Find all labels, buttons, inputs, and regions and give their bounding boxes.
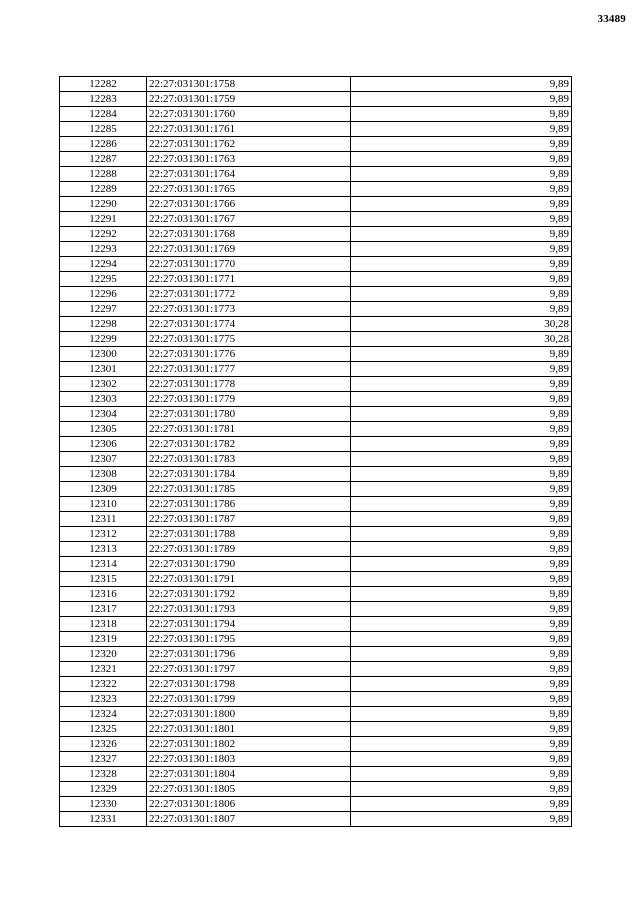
- cadastral-number-cell: 22:27:031301:1777: [147, 362, 351, 377]
- cadastral-number-cell: 22:27:031301:1797: [147, 662, 351, 677]
- table-row: [60, 737, 572, 752]
- row-number-cell: 12315: [60, 572, 147, 587]
- value-cell: 9,89: [351, 302, 572, 317]
- cadastral-number-cell: 22:27:031301:1805: [147, 782, 351, 797]
- cadastral-number-cell: 22:27:031301:1774: [147, 317, 351, 332]
- cadastral-number-cell: 22:27:031301:1770: [147, 257, 351, 272]
- cadastral-number-cell: 22:27:031301:1798: [147, 677, 351, 692]
- cadastral-number-cell: 22:27:031301:1759: [147, 92, 351, 107]
- table-row: [60, 602, 572, 617]
- table-row: [60, 347, 572, 362]
- value-cell: 9,89: [351, 497, 572, 512]
- value-cell: 9,89: [351, 572, 572, 587]
- cadastral-number-cell: 22:27:031301:1768: [147, 227, 351, 242]
- value-cell: 9,89: [351, 257, 572, 272]
- cadastral-number-cell: 22:27:031301:1793: [147, 602, 351, 617]
- cadastral-number-cell: 22:27:031301:1792: [147, 587, 351, 602]
- cadastral-number-cell: 22:27:031301:1800: [147, 707, 351, 722]
- table-row: [60, 572, 572, 587]
- value-cell: 9,89: [351, 527, 572, 542]
- row-number-cell: 12302: [60, 377, 147, 392]
- table-row: [60, 692, 572, 707]
- table-row: [60, 152, 572, 167]
- row-number-cell: 12294: [60, 257, 147, 272]
- value-cell: 9,89: [351, 767, 572, 782]
- cadastral-number-cell: 22:27:031301:1779: [147, 392, 351, 407]
- cadastral-number-cell: 22:27:031301:1785: [147, 482, 351, 497]
- value-cell: 9,89: [351, 227, 572, 242]
- cadastral-number-cell: 22:27:031301:1781: [147, 422, 351, 437]
- value-cell: 9,89: [351, 287, 572, 302]
- row-number-cell: 12322: [60, 677, 147, 692]
- table-row: [60, 482, 572, 497]
- table-row: [60, 257, 572, 272]
- cadastral-number-cell: 22:27:031301:1796: [147, 647, 351, 662]
- row-number-cell: 12299: [60, 332, 147, 347]
- value-cell: 9,89: [351, 362, 572, 377]
- cadastral-number-cell: 22:27:031301:1794: [147, 617, 351, 632]
- row-number-cell: 12319: [60, 632, 147, 647]
- cadastral-number-cell: 22:27:031301:1772: [147, 287, 351, 302]
- row-number-cell: 12297: [60, 302, 147, 317]
- row-number-cell: 12313: [60, 542, 147, 557]
- table-row: [60, 752, 572, 767]
- row-number-cell: 12321: [60, 662, 147, 677]
- row-number-cell: 12290: [60, 197, 147, 212]
- cadastral-number-cell: 22:27:031301:1778: [147, 377, 351, 392]
- value-cell: 9,89: [351, 182, 572, 197]
- value-cell: 9,89: [351, 92, 572, 107]
- table-row: [60, 167, 572, 182]
- cadastral-number-cell: 22:27:031301:1762: [147, 137, 351, 152]
- table-row: [60, 77, 572, 92]
- table-row: [60, 422, 572, 437]
- cadastral-number-cell: 22:27:031301:1782: [147, 437, 351, 452]
- value-cell: 30,28: [351, 317, 572, 332]
- row-number-cell: 12314: [60, 557, 147, 572]
- table-row: [60, 182, 572, 197]
- cadastral-number-cell: 22:27:031301:1776: [147, 347, 351, 362]
- row-number-cell: 12304: [60, 407, 147, 422]
- cadastral-number-cell: 22:27:031301:1790: [147, 557, 351, 572]
- row-number-cell: 12289: [60, 182, 147, 197]
- table-row: [60, 557, 572, 572]
- value-cell: 9,89: [351, 347, 572, 362]
- row-number-cell: 12309: [60, 482, 147, 497]
- table-row: [60, 677, 572, 692]
- row-number-cell: 12284: [60, 107, 147, 122]
- cadastral-number-cell: 22:27:031301:1783: [147, 452, 351, 467]
- row-number-cell: 12324: [60, 707, 147, 722]
- table-row: [60, 662, 572, 677]
- row-number-cell: 12306: [60, 437, 147, 452]
- cadastral-number-cell: 22:27:031301:1769: [147, 242, 351, 257]
- value-cell: 9,89: [351, 722, 572, 737]
- cadastral-number-cell: 22:27:031301:1788: [147, 527, 351, 542]
- table-row: [60, 107, 572, 122]
- row-number-cell: 12311: [60, 512, 147, 527]
- cadastral-number-cell: 22:27:031301:1784: [147, 467, 351, 482]
- value-cell: 9,89: [351, 242, 572, 257]
- table-row: [60, 587, 572, 602]
- cadastral-number-cell: 22:27:031301:1806: [147, 797, 351, 812]
- table-row: [60, 317, 572, 332]
- table-row: [60, 197, 572, 212]
- table-row: [60, 392, 572, 407]
- value-cell: 9,89: [351, 122, 572, 137]
- value-cell: 30,28: [351, 332, 572, 347]
- cadastral-number-cell: 22:27:031301:1801: [147, 722, 351, 737]
- row-number-cell: 12303: [60, 392, 147, 407]
- cadastral-number-cell: 22:27:031301:1775: [147, 332, 351, 347]
- row-number-cell: 12298: [60, 317, 147, 332]
- row-number-cell: 12286: [60, 137, 147, 152]
- table-row: [60, 782, 572, 797]
- table-row: [60, 632, 572, 647]
- value-cell: 9,89: [351, 557, 572, 572]
- cadastral-number-cell: 22:27:031301:1789: [147, 542, 351, 557]
- table-row: [60, 407, 572, 422]
- value-cell: 9,89: [351, 512, 572, 527]
- table-row: [60, 467, 572, 482]
- table-row: [60, 272, 572, 287]
- row-number-cell: 12305: [60, 422, 147, 437]
- value-cell: 9,89: [351, 812, 572, 827]
- value-cell: 9,89: [351, 272, 572, 287]
- value-cell: 9,89: [351, 437, 572, 452]
- row-number-cell: 12325: [60, 722, 147, 737]
- value-cell: 9,89: [351, 662, 572, 677]
- cadastral-number-cell: 22:27:031301:1767: [147, 212, 351, 227]
- row-number-cell: 12283: [60, 92, 147, 107]
- cadastral-number-cell: 22:27:031301:1802: [147, 737, 351, 752]
- value-cell: 9,89: [351, 212, 572, 227]
- cadastral-number-cell: 22:27:031301:1760: [147, 107, 351, 122]
- cadastral-number-cell: 22:27:031301:1803: [147, 752, 351, 767]
- registry-table-body: [60, 77, 572, 827]
- table-row: [60, 527, 572, 542]
- row-number-cell: 12301: [60, 362, 147, 377]
- cadastral-number-cell: 22:27:031301:1761: [147, 122, 351, 137]
- row-number-cell: 12310: [60, 497, 147, 512]
- row-number-cell: 12320: [60, 647, 147, 662]
- value-cell: 9,89: [351, 542, 572, 557]
- table-row: [60, 512, 572, 527]
- table-row: [60, 212, 572, 227]
- cadastral-number-cell: 22:27:031301:1799: [147, 692, 351, 707]
- table-row: [60, 452, 572, 467]
- value-cell: 9,89: [351, 407, 572, 422]
- cadastral-number-cell: 22:27:031301:1763: [147, 152, 351, 167]
- value-cell: 9,89: [351, 452, 572, 467]
- table-row: [60, 122, 572, 137]
- cadastral-number-cell: 22:27:031301:1764: [147, 167, 351, 182]
- table-row: [60, 242, 572, 257]
- table-row: [60, 287, 572, 302]
- cadastral-number-cell: 22:27:031301:1771: [147, 272, 351, 287]
- row-number-cell: 12323: [60, 692, 147, 707]
- value-cell: 9,89: [351, 602, 572, 617]
- row-number-cell: 12329: [60, 782, 147, 797]
- cadastral-number-cell: 22:27:031301:1780: [147, 407, 351, 422]
- row-number-cell: 12291: [60, 212, 147, 227]
- value-cell: 9,89: [351, 677, 572, 692]
- value-cell: 9,89: [351, 737, 572, 752]
- cadastral-number-cell: 22:27:031301:1804: [147, 767, 351, 782]
- cadastral-number-cell: 22:27:031301:1795: [147, 632, 351, 647]
- row-number-cell: 12317: [60, 602, 147, 617]
- value-cell: 9,89: [351, 632, 572, 647]
- table-row: [60, 812, 572, 827]
- row-number-cell: 12330: [60, 797, 147, 812]
- cadastral-number-cell: 22:27:031301:1786: [147, 497, 351, 512]
- value-cell: 9,89: [351, 692, 572, 707]
- registry-table: [59, 76, 572, 827]
- value-cell: 9,89: [351, 107, 572, 122]
- row-number-cell: 12292: [60, 227, 147, 242]
- cadastral-number-cell: 22:27:031301:1766: [147, 197, 351, 212]
- row-number-cell: 12293: [60, 242, 147, 257]
- table-row: [60, 722, 572, 737]
- value-cell: 9,89: [351, 167, 572, 182]
- table-row: [60, 332, 572, 347]
- value-cell: 9,89: [351, 482, 572, 497]
- table-row: [60, 227, 572, 242]
- table-row: [60, 302, 572, 317]
- table-row: [60, 767, 572, 782]
- value-cell: 9,89: [351, 707, 572, 722]
- value-cell: 9,89: [351, 647, 572, 662]
- value-cell: 9,89: [351, 587, 572, 602]
- cadastral-number-cell: 22:27:031301:1787: [147, 512, 351, 527]
- value-cell: 9,89: [351, 137, 572, 152]
- value-cell: 9,89: [351, 782, 572, 797]
- value-cell: 9,89: [351, 377, 572, 392]
- value-cell: 9,89: [351, 422, 572, 437]
- row-number-cell: 12327: [60, 752, 147, 767]
- cadastral-number-cell: 22:27:031301:1773: [147, 302, 351, 317]
- row-number-cell: 12296: [60, 287, 147, 302]
- cadastral-number-cell: 22:27:031301:1758: [147, 77, 351, 92]
- row-number-cell: 12295: [60, 272, 147, 287]
- row-number-cell: 12312: [60, 527, 147, 542]
- table-row: [60, 647, 572, 662]
- row-number-cell: 12328: [60, 767, 147, 782]
- table-row: [60, 797, 572, 812]
- value-cell: 9,89: [351, 197, 572, 212]
- table-row: [60, 707, 572, 722]
- row-number-cell: 12318: [60, 617, 147, 632]
- value-cell: 9,89: [351, 77, 572, 92]
- cadastral-number-cell: 22:27:031301:1807: [147, 812, 351, 827]
- page-number: 33489: [597, 13, 626, 25]
- value-cell: 9,89: [351, 152, 572, 167]
- table-row: [60, 437, 572, 452]
- table-row: [60, 497, 572, 512]
- row-number-cell: 12316: [60, 587, 147, 602]
- value-cell: 9,89: [351, 617, 572, 632]
- table-row: [60, 362, 572, 377]
- row-number-cell: 12287: [60, 152, 147, 167]
- row-number-cell: 12288: [60, 167, 147, 182]
- row-number-cell: 12308: [60, 467, 147, 482]
- row-number-cell: 12331: [60, 812, 147, 827]
- table-row: [60, 617, 572, 632]
- table-row: [60, 137, 572, 152]
- cadastral-number-cell: 22:27:031301:1765: [147, 182, 351, 197]
- table-row: [60, 542, 572, 557]
- table-row: [60, 377, 572, 392]
- row-number-cell: 12285: [60, 122, 147, 137]
- row-number-cell: 12326: [60, 737, 147, 752]
- cadastral-number-cell: 22:27:031301:1791: [147, 572, 351, 587]
- value-cell: 9,89: [351, 797, 572, 812]
- row-number-cell: 12300: [60, 347, 147, 362]
- row-number-cell: 12307: [60, 452, 147, 467]
- value-cell: 9,89: [351, 392, 572, 407]
- table-row: [60, 92, 572, 107]
- value-cell: 9,89: [351, 752, 572, 767]
- row-number-cell: 12282: [60, 77, 147, 92]
- value-cell: 9,89: [351, 467, 572, 482]
